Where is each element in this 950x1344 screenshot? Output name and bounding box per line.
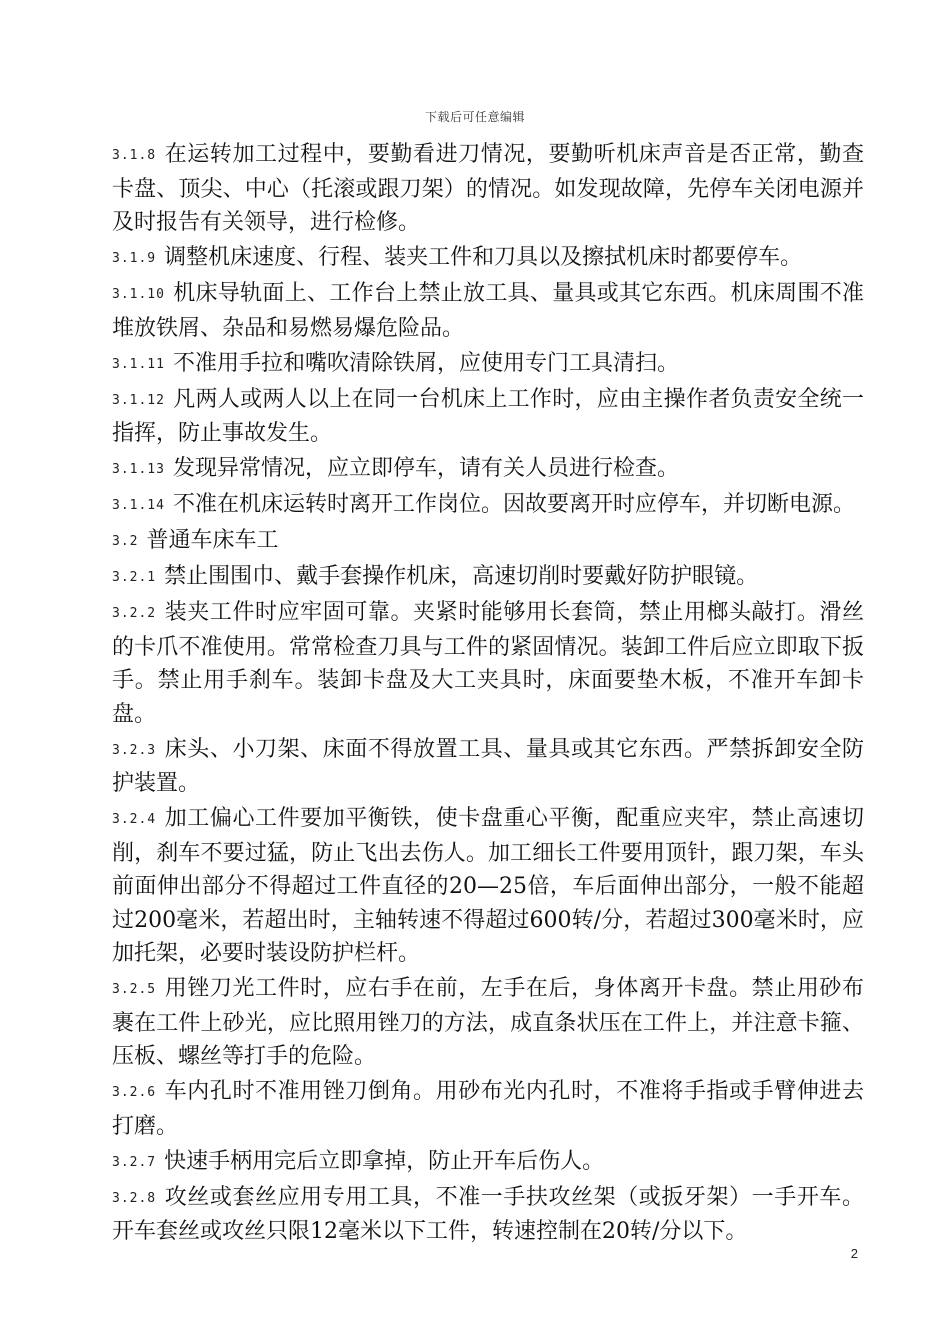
clause-paragraph — [112, 277, 864, 345]
clause-text: 加工偏心工件要加平衡铁，使卡盘重心平衡，配重应夹牢，禁止高速切削，刹车不要过猛，防止飞出去伤人。加工细长工件要用顶针，跟刀架，车头前面伸出部分不得超过工件直径的20—25倍，车后面伸出部分，一般不能超过200毫米，若超出时，主轴转速不得超过600转/分，若超过300毫米时，应加托架，必要时装设防护栏杆。 — [112, 806, 864, 966]
clause-number: 3.2 — [112, 534, 139, 549]
clause-paragraph — [112, 1075, 864, 1143]
clause-text: 调整机床速度、行程、装夹工件和刀具以及擦拭机床时都要停车。 — [164, 245, 803, 270]
clause-text: 在运转加工过程中，要勤看进刀情况，要勤听机床声音是否正常，勤查卡盘、顶尖、中心（托滚或跟刀架）的情况。如发现故障，先停车关闭电源并及时报告有关领导，进行检修。 — [112, 142, 864, 235]
clause-text: 车内孔时不准用锉刀倒角。用砂布光内孔时，不准将手指或手臂伸进去打磨。 — [112, 1079, 864, 1139]
clause-text: 用锉刀光工件时，应右手在前，左手在后，身体离开卡盘。禁止用砂布裹在工件上砂光，应比照用锉刀的方法，成直条状压在工件上，并注意卡箍、压板、螺丝等打手的危险。 — [112, 976, 864, 1069]
clause-number: 3.2.1 — [112, 570, 157, 585]
clause-text: 禁止围围巾、戴手套操作机床，高速切削时要戴好防护眼镜。 — [164, 564, 759, 589]
clause-number: 3.2.3 — [112, 742, 157, 758]
clause-number: 3.2.6 — [112, 1085, 157, 1100]
clause-text: 不准用手拉和嘴吹清除铁屑，应使用专门工具清扫。 — [172, 350, 679, 376]
clause-paragraph — [112, 802, 864, 971]
clause-paragraph — [112, 452, 864, 487]
clause-number: 3.1.11 — [112, 356, 165, 372]
clause-text: 床头、小刀架、床面不得放置工具、量具或其它东西。严禁拆卸安全防护装置。 — [112, 736, 864, 796]
clause-text: 不准在机床运转时离开工作岗位。因故要离开时应停车，并切断电源。 — [172, 492, 855, 517]
clause-paragraph — [112, 524, 864, 559]
clause-paragraph — [112, 488, 864, 523]
clause-paragraph — [112, 972, 864, 1074]
clause-number: 3.1.8 — [112, 148, 157, 163]
clause-number: 3.2.2 — [112, 606, 157, 621]
clause-paragraph — [112, 241, 864, 276]
clause-paragraph — [112, 733, 864, 801]
clause-number: 3.1.9 — [112, 251, 157, 266]
clause-paragraph — [112, 560, 864, 595]
page-number: 2 — [850, 1246, 858, 1261]
clause-paragraph — [112, 596, 864, 731]
clause-text: 攻丝或套丝应用专用工具，不准一手扶攻丝架（或扳牙架）一手开车。开车套丝或攻丝只限12毫米以下工件，转速控制在20转/分以下。 — [112, 1184, 864, 1244]
clause-number: 3.2.7 — [112, 1154, 157, 1170]
clause-paragraph — [112, 347, 864, 382]
clause-number: 3.1.10 — [112, 287, 165, 302]
clause-number: 3.2.4 — [112, 812, 157, 827]
clause-text: 发现异常情况，应立即停车，请有关人员进行检查。 — [172, 456, 679, 481]
clause-text: 凡两人或两人以上在同一台机床上工作时，应由主操作者负责安全统一指挥，防止事故发生。 — [112, 386, 864, 446]
clause-text: 普通车床车工 — [146, 528, 279, 553]
clause-text: 快速手柄用完后立即拿掉，防止开车后伤人。 — [164, 1148, 605, 1174]
clause-text: 装夹工件时应牢固可靠。夹紧时能够用长套筒，禁止用榔头敲打。滑丝的卡爪不准使用。常常检查刀具与工件的紧固情况。装卸工件后应立即取下扳手。禁止用手刹车。装卸卡盘及大工夹具时，床面要垫木板，不准开车卸卡盘。 — [112, 600, 864, 727]
clause-number: 3.2.8 — [112, 1190, 157, 1206]
clause-text: 机床导轨面上、工作台上禁止放工具、量具或其它东西。机床周围不准堆放铁屑、杂品和易燃易爆危险品。 — [112, 281, 864, 341]
clause-number: 3.1.14 — [112, 498, 165, 513]
clause-number: 3.2.5 — [112, 982, 157, 997]
page-header: 下载后可任意编辑 — [424, 110, 525, 124]
clause-paragraph — [112, 138, 864, 240]
clause-paragraph — [112, 1145, 864, 1180]
document-body — [112, 138, 864, 1250]
clause-paragraph — [112, 1181, 864, 1249]
clause-number: 3.1.12 — [112, 392, 165, 408]
clause-paragraph — [112, 383, 864, 451]
clause-number: 3.1.13 — [112, 462, 165, 477]
